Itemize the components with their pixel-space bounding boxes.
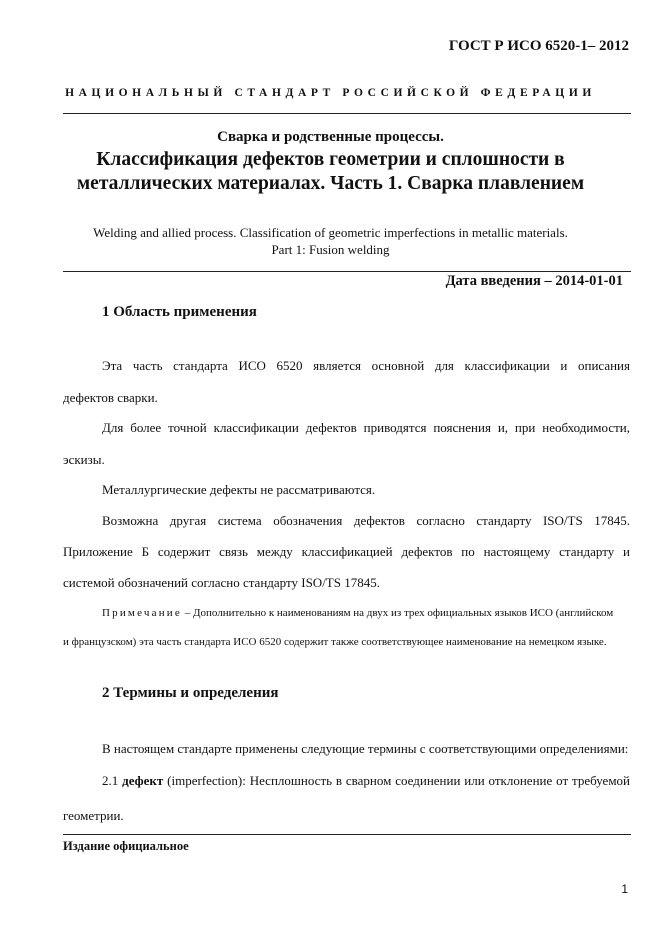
official-edition: Издание официальное (63, 839, 189, 853)
s1-p4-line-2: Приложение Б содержит связь между классификацией дефектов по настоящему стандарту и (63, 544, 630, 559)
section-2-heading: 2 Термины и определения (102, 685, 279, 701)
national-standard-heading: НАЦИОНАЛЬНЫЙ СТАНДАРТ РОССИЙСКОЙ ФЕДЕРАЦИИ (65, 87, 596, 99)
note-line-2: и французском) эта часть стандарта ИСО 6520 содержит также соответствующее наименование на немецком языке. (63, 636, 607, 648)
s1-p2-line-2: эскизы. (63, 452, 105, 467)
s1-p1-line-2: дефектов сварки. (63, 390, 158, 405)
note-text: – Дополнительно к наименованиям на двух из трех официальных языков ИСО (английском (181, 607, 614, 619)
document-title (0, 148, 661, 196)
header-divider (63, 113, 631, 114)
page-number: 1 (621, 882, 628, 896)
s2-p1: В настоящем стандарте применены следующие термины с соответствующими определениями: (102, 741, 629, 756)
section-1-heading: 1 Область применения (102, 304, 257, 320)
title-line-3: металлических материалах. Часть 1. Сварка плавлением (76, 173, 585, 194)
term: дефект (122, 773, 164, 788)
s1-p1-line-1: Эта часть стандарта ИСО 6520 является основной для классификации и описания (102, 358, 630, 373)
s1-p2-line-1: Для более точной классификации дефектов приводятся пояснения и, при необходимости, (102, 420, 630, 435)
english-title-line-2: Part 1: Fusion welding (271, 242, 390, 257)
note-line-1 (102, 607, 613, 619)
s1-p3: Металлургические дефекты не рассматриваются. (102, 482, 376, 497)
title-line-2: Классификация дефектов геометрии и сплошности в (96, 149, 565, 170)
english-title-line-1: Welding and allied process. Classification of geometric imperfections in metallic materials. (93, 225, 568, 240)
effective-date: Дата введения – 2014-01-01 (445, 273, 623, 289)
standard-code: ГОСТ Р ИСО 6520-1– 2012 (448, 38, 629, 54)
english-title (0, 224, 661, 258)
s1-p4-line-3: системой обозначений согласно стандарту ISO/TS 17845. (63, 575, 380, 590)
s1-p4-line-1: Возможна другая система обозначения дефектов согласно стандарту ISO/TS 17845. (102, 513, 630, 528)
term-number: 2.1 (102, 773, 123, 788)
term-definition-line-1 (102, 773, 630, 789)
term-definition-line-2: геометрии. (63, 808, 124, 823)
note-label: Примечание (102, 607, 182, 619)
footer-divider (63, 834, 631, 835)
term-definition: (imperfection): Несплошность в сварном соединении или отклонение от требуемой (163, 773, 631, 788)
title-line-1: Сварка и родственные процессы. (217, 129, 444, 145)
